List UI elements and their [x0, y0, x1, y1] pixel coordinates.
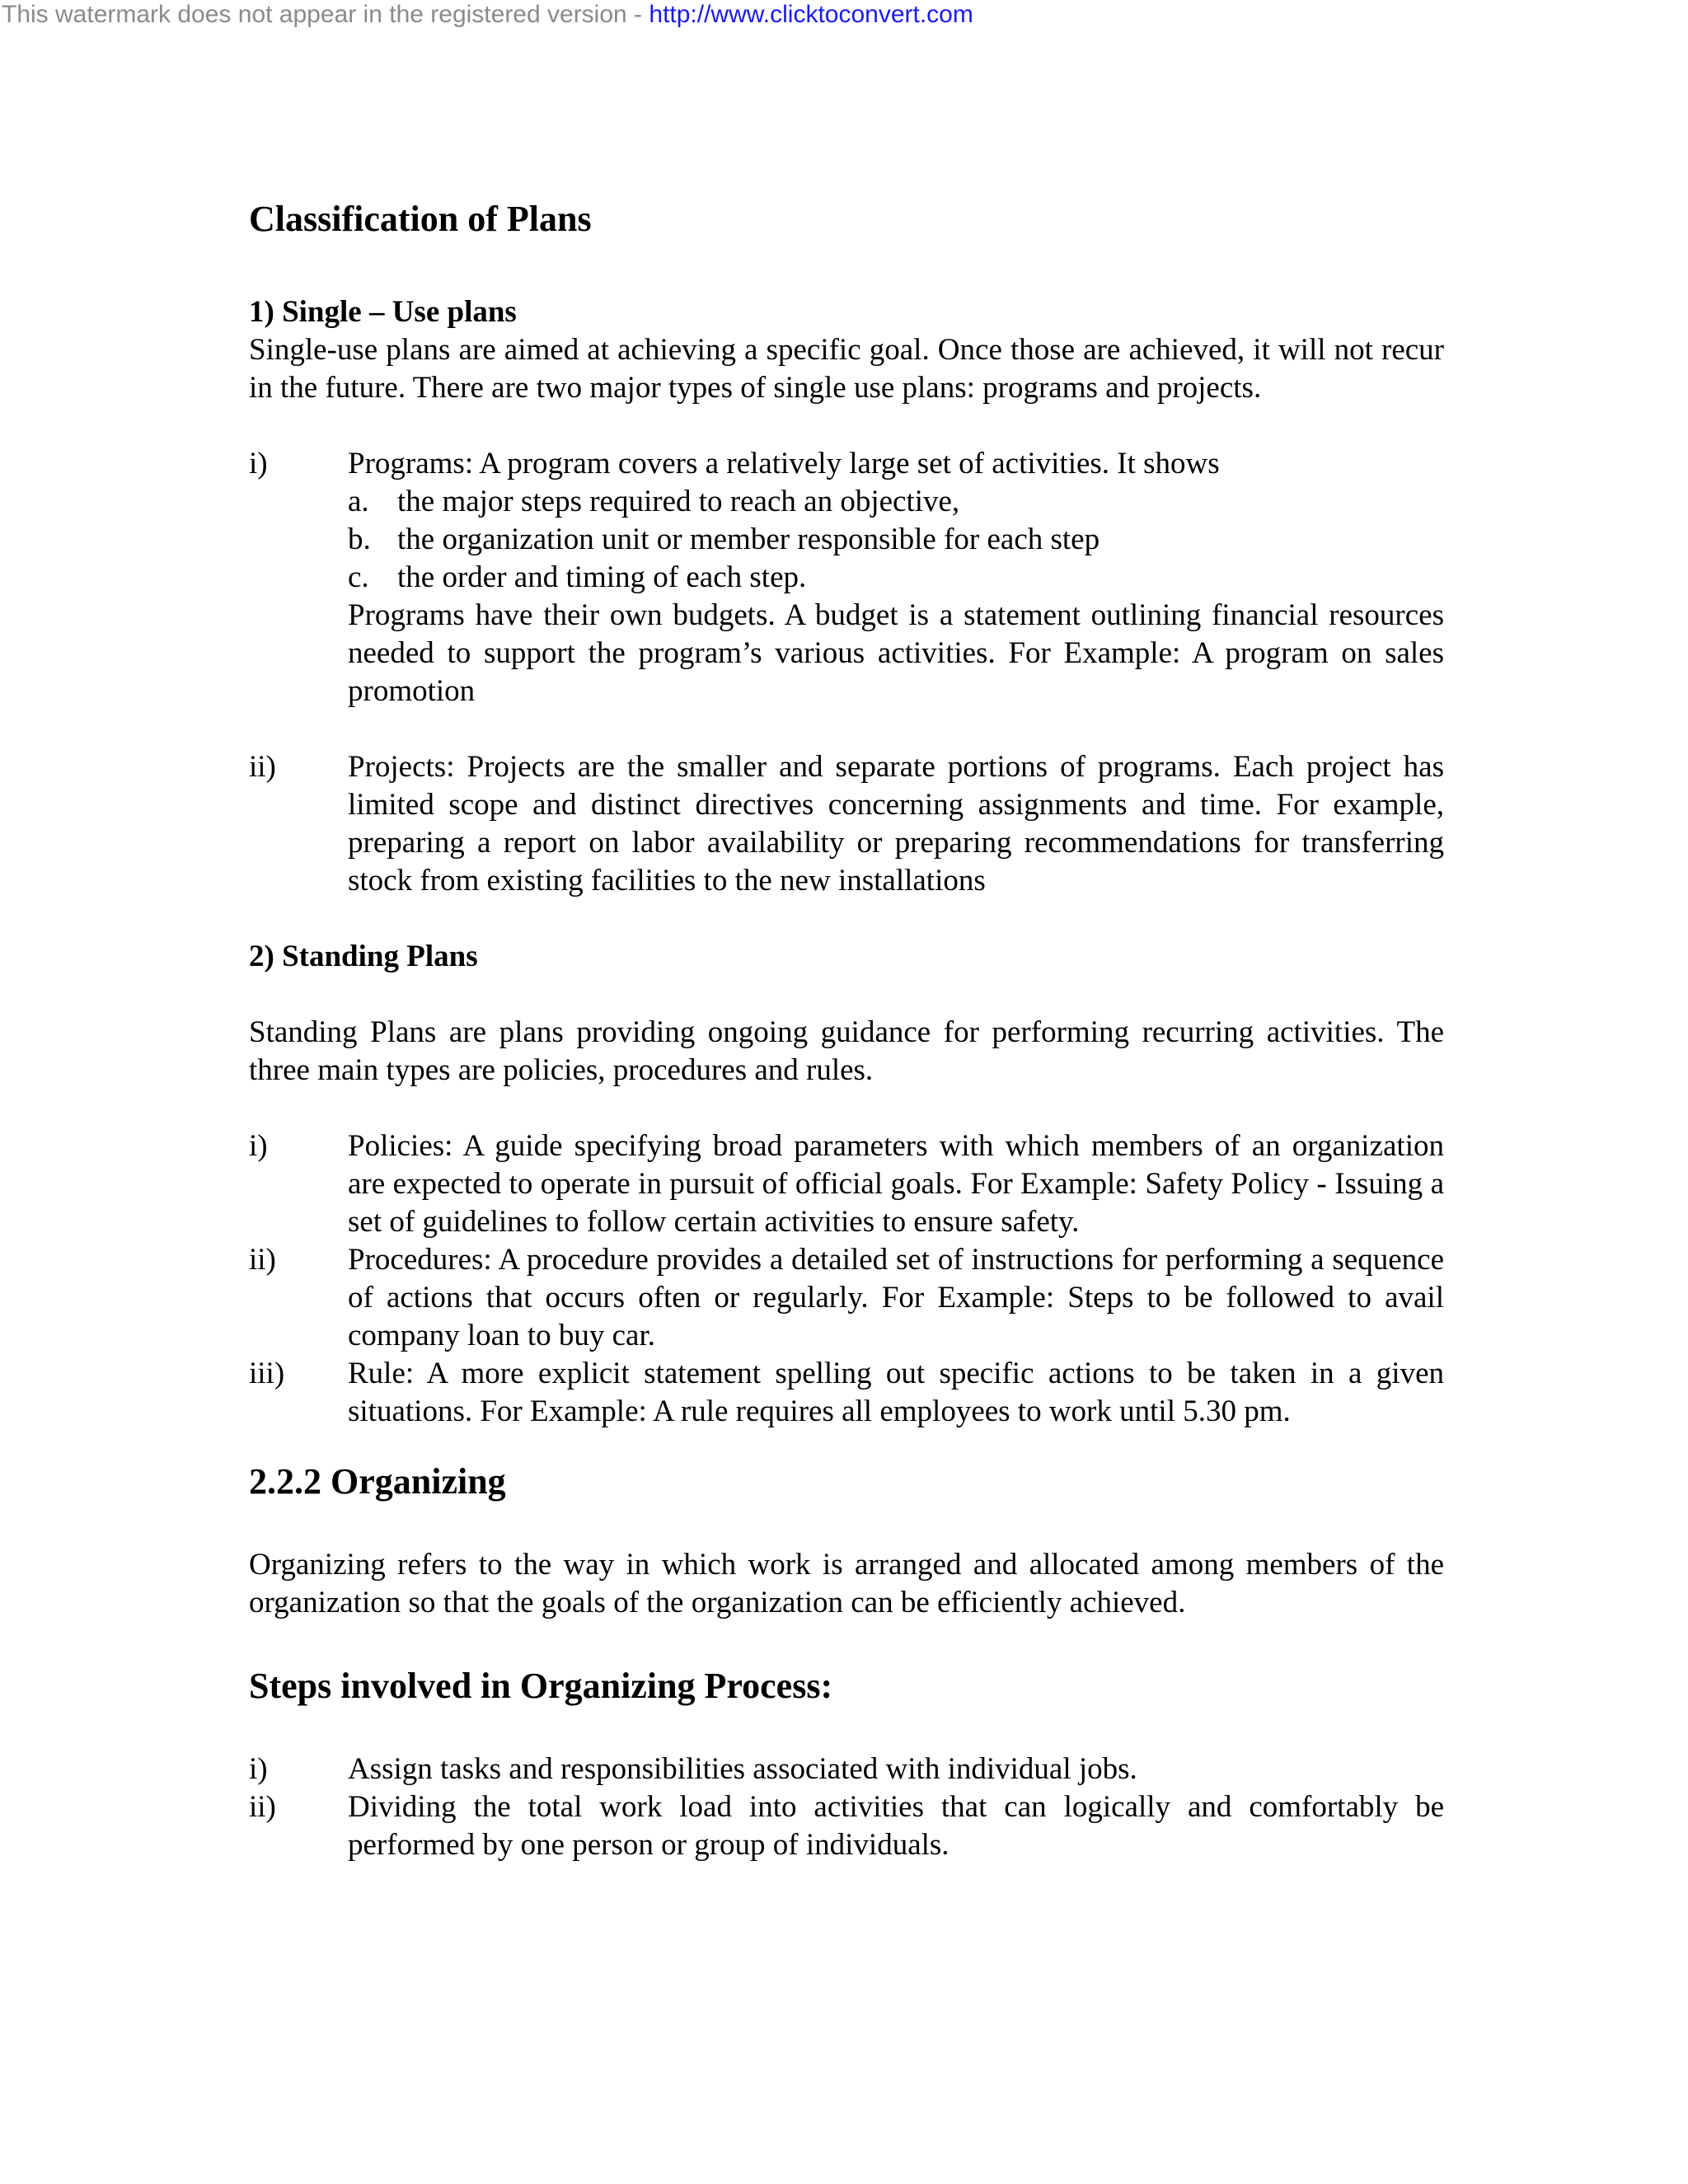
list-item-projects: [249, 748, 1444, 900]
list-number: i): [249, 1752, 268, 1786]
list-number: ii): [249, 1790, 276, 1824]
list-item-step-2: [249, 1788, 1444, 1864]
list-item-body: [348, 445, 1444, 710]
sub-item-text: the order and timing of each step.: [397, 560, 807, 594]
list-item-text: Dividing the total work load into activities that can logically and comfortably be performed by one person or group of individuals.: [348, 1790, 1444, 1862]
watermark-label: This watermark does not appear in the registered version -: [2, 1, 649, 28]
list-item-rule: [249, 1355, 1444, 1431]
sub-item-text: the organization unit or member responsible for each step: [397, 523, 1100, 556]
sub-item-text: the major steps required to reach an objective,: [397, 485, 960, 518]
single-use-intro: Single-use plans are aimed at achieving a specific goal. Once those are achieved, it will not recur in the future. There are two major types of single use plans: programs and projects.: [249, 333, 1444, 405]
list-item-policies: [249, 1127, 1444, 1241]
standing-intro: Standing Plans are plans providing ongoing guidance for performing recurring activities. The three main types are policies, procedures and rules.: [249, 1015, 1444, 1087]
list-number: i): [249, 447, 268, 480]
section-heading-organizing: 2.2.2 Organizing: [249, 1461, 506, 1502]
sub-item-letter: b.: [348, 523, 371, 556]
list-item-procedures: [249, 1241, 1444, 1355]
list-item-text: Programs: A program covers a relatively large set of activities. It shows: [348, 447, 1220, 480]
list-number: i): [249, 1129, 268, 1163]
document-page: [249, 191, 1444, 1864]
list-number: iii): [249, 1357, 285, 1390]
list-item-step-1: [249, 1750, 1444, 1788]
list-item-continuation: Programs have their own budgets. A budget is a statement outlining financial resources needed to support the program’s various activities. For Example: A program on sales promotion: [348, 598, 1444, 708]
section-heading-steps: Steps involved in Organizing Process:: [249, 1666, 833, 1706]
section-heading-single-use: 1) Single – Use plans: [249, 295, 517, 329]
sub-item-a: [348, 483, 1444, 521]
list-number: ii): [249, 750, 276, 784]
list-item-text: Procedures: A procedure provides a detailed set of instructions for performing a sequence of actions that occurs often or regularly. For Example: Steps to be followed to avail company loan to buy car.: [348, 1243, 1444, 1352]
sub-item-c: [348, 559, 1444, 597]
list-item-text: Rule: A more explicit statement spelling out specific actions to be taken in a given situations. For Example: A rule requires all employees to work until 5.30 pm.: [348, 1357, 1444, 1428]
watermark-text: [2, 0, 973, 30]
section-heading-standing: 2) Standing Plans: [249, 940, 478, 973]
sub-item-letter: a.: [348, 485, 369, 518]
list-item-text: Projects: Projects are the smaller and separate portions of programs. Each project has limited scope and distinct directives concerning assignments and time. For example, preparing a report on labor availability or preparing recommendations for transferring stock from existing facilities to the new installations: [348, 750, 1444, 898]
page-title: Classification of Plans: [249, 199, 592, 239]
sub-item-b: [348, 521, 1444, 559]
list-number: ii): [249, 1243, 276, 1277]
list-item-programs: [249, 445, 1444, 710]
sub-item-letter: c.: [348, 560, 369, 594]
watermark-link[interactable]: http://www.clicktoconvert.com: [649, 1, 973, 28]
list-item-text: Policies: A guide specifying broad parameters with which members of an organization are expected to operate in pursuit of official goals. For Example: Safety Policy - Issuing a set of guidelines to follow certain activities to ensure safety.: [348, 1129, 1444, 1239]
organizing-text: Organizing refers to the way in which work is arranged and allocated among members of the organization so that the goals of the organization can be efficiently achieved.: [249, 1548, 1444, 1619]
list-item-text: Assign tasks and responsibilities associated with individual jobs.: [348, 1752, 1137, 1786]
